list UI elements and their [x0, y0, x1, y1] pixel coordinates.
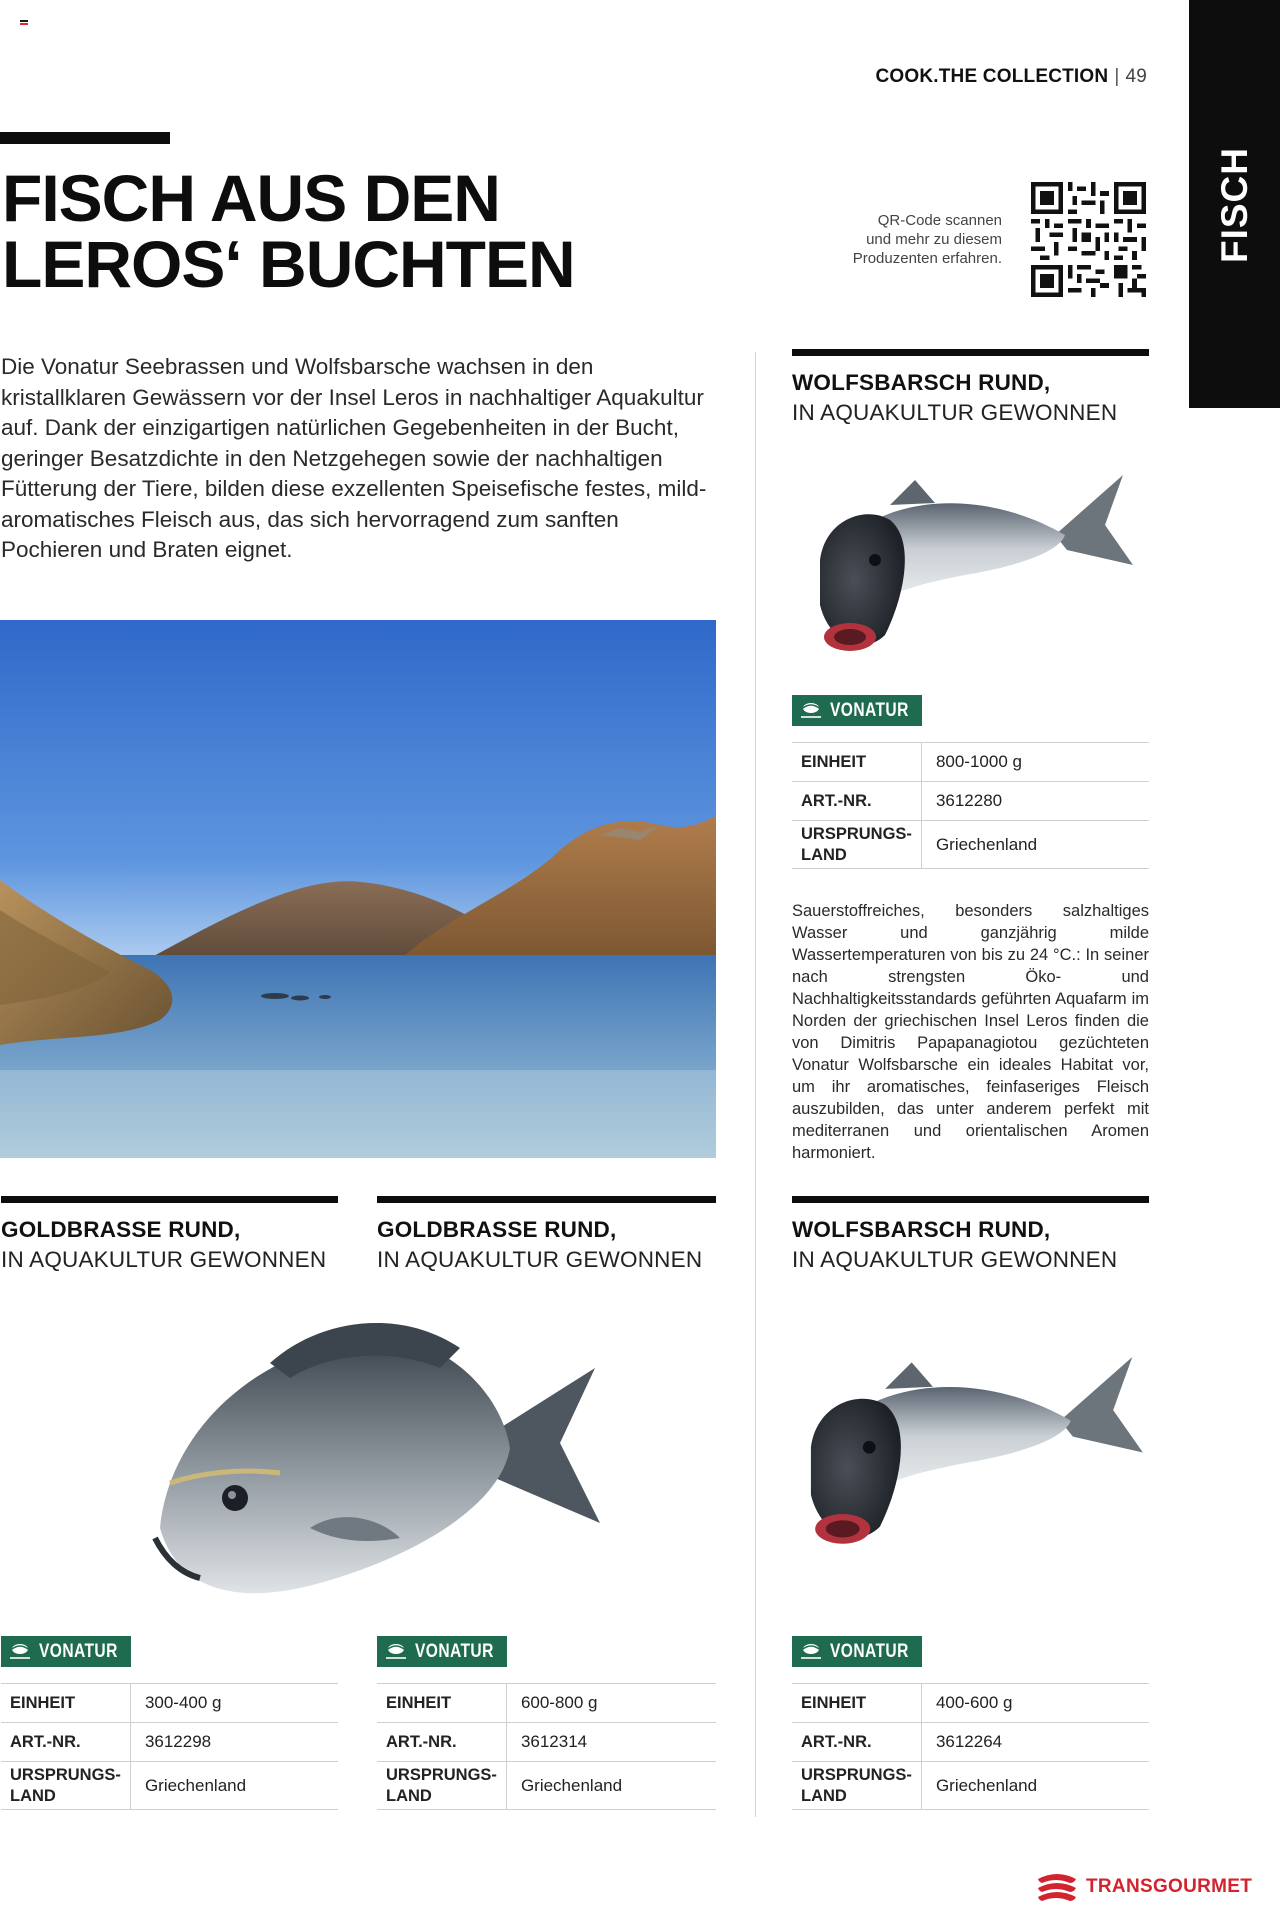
spec-label-art-nr: ART.-NR. — [792, 782, 921, 821]
vonatur-logo-icon — [792, 1636, 830, 1667]
brand-badge-text: VONATUR — [415, 1640, 494, 1662]
page-title — [2, 161, 642, 301]
spec-label-origin-line-2: LAND — [386, 1786, 432, 1805]
title-rule — [0, 132, 170, 144]
vonatur-badge-3 — [377, 1636, 507, 1667]
qr-code-icon[interactable] — [1031, 182, 1146, 297]
product-name-main: GOLDBRASSE RUND, — [1, 1217, 241, 1242]
spec-label-unit: EINHEIT — [792, 743, 921, 782]
spec-value-origin: Griechenland — [130, 1762, 338, 1810]
spec-label-origin-line-2: LAND — [801, 845, 847, 864]
product-name-main: WOLFSBARSCH RUND, — [792, 1217, 1051, 1242]
product-name-sub: IN AQUAKULTUR GEWONNEN — [792, 400, 1118, 425]
spec-label-art-nr: ART.-NR. — [377, 1723, 506, 1762]
section-tab[interactable] — [1189, 0, 1280, 408]
qr-hint-line-1: QR-Code scannen — [877, 212, 1002, 229]
vonatur-logo-icon — [377, 1636, 415, 1667]
spec-value-unit: 600-800 g — [506, 1684, 716, 1723]
product-name-main: WOLFSBARSCH RUND, — [792, 370, 1051, 395]
product-card-1 — [792, 349, 1149, 428]
page-header — [875, 66, 1147, 88]
brand-badge-text: VONATUR — [39, 1640, 118, 1662]
spec-value-art-nr: 3612298 — [130, 1723, 338, 1762]
brand-badge-text: VONATUR — [830, 1640, 909, 1662]
qr-hint-line-3: Produzenten erfahren. — [852, 250, 1002, 267]
intro-paragraph: Die Vonatur Seebrassen und Wolfsbarsche wachsen in den kristallklaren Gewässern vor der Insel Leros in nachhaltiger Aquakultur auf. Dank der einzigartigen natürlichen Gegebenheiten in der Bucht, geringer Besatzdichte in den Netzgehegen sowie der nachhaltigen Fütterung der Tiere, bilden diese exzellenten Speisefische festes, mild-aromatisches Fleisch aus, das sich hervorragend zum sanften Pochieren und Braten eignet. — [1, 354, 707, 562]
spec-label-origin — [792, 1762, 921, 1810]
product-card-2 — [1, 1196, 338, 1275]
vonatur-badge-2 — [1, 1636, 131, 1667]
qr-hint-line-2: und mehr zu diesem — [866, 231, 1002, 248]
product-name — [792, 368, 1149, 428]
spec-label-origin — [1, 1762, 130, 1810]
section-tab-label: FISCH — [1213, 147, 1255, 263]
gilthead-bream-photo — [140, 1308, 610, 1618]
spec-table-3 — [377, 1683, 716, 1810]
product-name — [1, 1215, 338, 1275]
product-rule — [1, 1196, 338, 1203]
spec-label-origin-line-1: URSPRUNGS- — [10, 1765, 121, 1784]
product-description: Sauerstoffreiches, besonders salzhaltiges Wasser und ganzjährig milde Wassertemperaturen von bis zu 24 °C.: In seiner nach strengsten Öko- und Nachhaltigkeitsstandards geführten Aquafarm im Norden der griechischen Insel Leros finden die von Dimitris Papapanagiotou gezüchteten Vonatur Wolfsbarsche ein ideales Habitat vor, um ihr aromatisches, feinfaseriges Fleisch auszubilden, das unter anderem perfekt mit mediterranen und orientalischen Aromen harmoniert. — [792, 902, 1149, 1162]
spec-label-origin — [792, 821, 921, 869]
spec-label-origin — [377, 1762, 506, 1810]
spec-value-art-nr: 3612280 — [921, 782, 1149, 821]
transgourmet-logo[interactable] — [1034, 1871, 1252, 1903]
product-rule — [377, 1196, 716, 1203]
spec-value-origin: Griechenland — [921, 821, 1149, 869]
language-flag-icon[interactable] — [20, 20, 28, 27]
spec-label-origin-line-1: URSPRUNGS- — [801, 1765, 912, 1784]
page-title-line-2: LEROS‘ BUCHTEN — [2, 227, 575, 301]
spec-value-art-nr: 3612314 — [506, 1723, 716, 1762]
seabass-photo-2 — [795, 1345, 1145, 1560]
vonatur-badge-4 — [792, 1636, 922, 1667]
spec-value-unit: 400-600 g — [921, 1684, 1149, 1723]
spec-label-origin-line-1: URSPRUNGS- — [801, 824, 912, 843]
page-number: 49 — [1125, 66, 1147, 87]
spec-label-art-nr: ART.-NR. — [792, 1723, 921, 1762]
spec-value-art-nr: 3612264 — [921, 1723, 1149, 1762]
spec-value-unit: 300-400 g — [130, 1684, 338, 1723]
product-name — [377, 1215, 716, 1275]
spec-label-unit: EINHEIT — [792, 1684, 921, 1723]
vonatur-logo-icon — [1, 1636, 39, 1667]
vonatur-badge-1 — [792, 695, 922, 726]
product-name-sub: IN AQUAKULTUR GEWONNEN — [1, 1247, 327, 1272]
spec-label-unit: EINHEIT — [377, 1684, 506, 1723]
column-divider — [755, 352, 756, 1817]
collection-title: COOK.THE COLLECTION — [875, 66, 1109, 87]
spec-value-origin: Griechenland — [921, 1762, 1149, 1810]
transgourmet-logo-text: TRANSGOURMET — [1086, 1876, 1253, 1897]
product-name-sub: IN AQUAKULTUR GEWONNEN — [792, 1247, 1118, 1272]
page-title-line-1: FISCH AUS DEN — [2, 161, 500, 235]
product-rule — [792, 349, 1149, 356]
header-separator: | — [1114, 66, 1120, 87]
product-name-main: GOLDBRASSE RUND, — [377, 1217, 617, 1242]
product-card-4 — [792, 1196, 1149, 1275]
spec-label-origin-line-2: LAND — [801, 1786, 847, 1805]
spec-label-origin-line-1: URSPRUNGS- — [386, 1765, 497, 1784]
vonatur-logo-icon — [792, 695, 830, 726]
brand-badge-text: VONATUR — [830, 699, 909, 721]
spec-value-origin: Griechenland — [506, 1762, 716, 1810]
spec-label-unit: EINHEIT — [1, 1684, 130, 1723]
spec-label-art-nr: ART.-NR. — [1, 1723, 130, 1762]
transgourmet-logo-icon — [1034, 1871, 1080, 1903]
leros-bay-photo — [0, 620, 716, 1158]
product-rule — [792, 1196, 1149, 1203]
spec-value-unit: 800-1000 g — [921, 743, 1149, 782]
spec-table-2 — [1, 1683, 338, 1810]
spec-table-1 — [792, 742, 1149, 869]
qr-hint — [782, 211, 1002, 268]
spec-label-origin-line-2: LAND — [10, 1786, 56, 1805]
spec-table-4 — [792, 1683, 1149, 1810]
product-card-3 — [377, 1196, 716, 1275]
product-name-sub: IN AQUAKULTUR GEWONNEN — [377, 1247, 703, 1272]
product-name — [792, 1215, 1149, 1275]
seabass-photo — [805, 465, 1135, 665]
